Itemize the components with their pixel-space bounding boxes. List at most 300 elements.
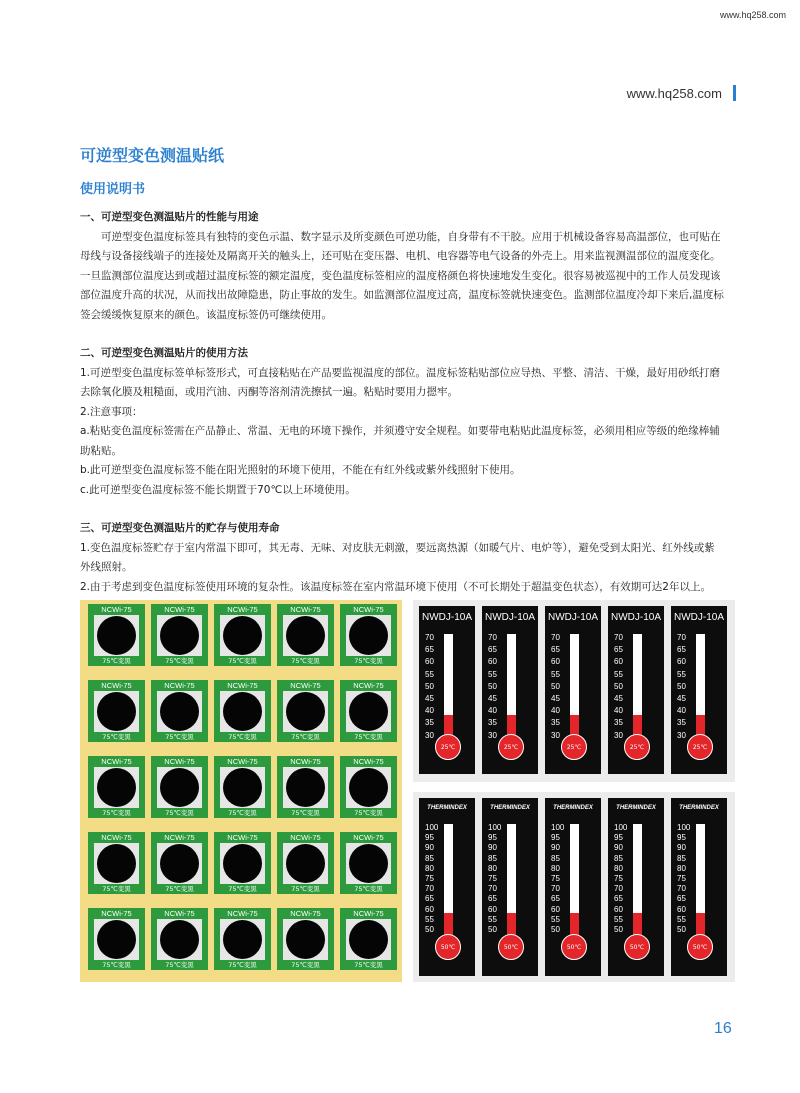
- sticker-model-label: NCWi-75: [353, 757, 384, 766]
- thermometer-label: [545, 798, 601, 976]
- section-3-line: 外线照射。: [80, 561, 133, 573]
- thermometer-bulb: [498, 934, 524, 960]
- thermometer-bulb-label: 50℃: [566, 944, 582, 951]
- sticker-indicator-dot: [97, 768, 136, 807]
- thermometer-tick-label: 70: [551, 884, 560, 894]
- thermometer-tick-label: 35: [677, 718, 686, 728]
- sticker-window: [94, 843, 139, 884]
- thermometer-brand-label: THERMINDEX: [616, 805, 656, 811]
- sticker-temp-label: 75℃变黑: [354, 961, 383, 969]
- sticker-window: [157, 843, 202, 884]
- sticker-window: [220, 691, 265, 732]
- thermometer-bulb-label: 25℃: [440, 744, 456, 751]
- sticker-window: [346, 691, 391, 732]
- thermometer-tube: [570, 634, 579, 738]
- sticker-temp-label: 75℃变黑: [165, 733, 194, 741]
- sticker-indicator-dot: [349, 616, 388, 655]
- sticker-sheet-photo: [80, 600, 402, 982]
- thermometer-bulb: [435, 734, 461, 760]
- thermometer-brand-label: NWDJ-10A: [421, 612, 472, 623]
- sticker-indicator-dot: [160, 920, 199, 959]
- thermometer-tick-label: 65: [488, 645, 497, 655]
- sticker-model-label: NCWi-75: [290, 909, 321, 918]
- thermometer-tick-label: 90: [425, 843, 434, 853]
- thermometer-tick-label: 40: [551, 706, 560, 716]
- thermometer-tube: [570, 824, 579, 938]
- thermometer-tick-label: 85: [425, 853, 434, 863]
- thermometer-bulb: [435, 934, 461, 960]
- sticker-model-label: NCWi-75: [164, 909, 195, 918]
- sticker-temp-label: 75℃变黑: [228, 809, 257, 817]
- sticker-window: [220, 843, 265, 884]
- thermometer-tick-label: 45: [425, 694, 434, 703]
- sticker-window: [220, 919, 265, 960]
- color-change-sticker: [277, 832, 334, 894]
- color-change-sticker: [214, 604, 271, 666]
- thermometer-tube: [444, 824, 453, 938]
- sticker-model-label: NCWi-75: [227, 757, 258, 766]
- sticker-temp-label: 75℃变黑: [102, 885, 131, 893]
- thermometer-tick-label: 65: [425, 645, 434, 655]
- thermometer-tick-label: 70: [488, 633, 497, 642]
- sticker-indicator-dot: [160, 692, 199, 731]
- thermometer-tick-label: 65: [677, 894, 686, 904]
- thermometer-tick-label: 90: [614, 843, 623, 853]
- thermometer-tube: [633, 824, 642, 938]
- sticker-window: [94, 767, 139, 808]
- color-change-sticker: [214, 680, 271, 742]
- thermometer-tick-label: 75: [677, 874, 686, 883]
- thermometer-tick-label: 65: [425, 894, 434, 904]
- sticker-indicator-dot: [349, 692, 388, 731]
- sticker-window: [283, 843, 328, 884]
- thermometer-panel-1: [413, 600, 735, 782]
- thermometer-tick-label: 50: [488, 925, 497, 934]
- thermometer-tube: [633, 634, 642, 738]
- page-title: 可逆型变色测温贴纸: [80, 146, 225, 165]
- thermometer-bulb: [561, 934, 587, 960]
- sticker-window: [283, 767, 328, 808]
- thermometer-label: [545, 606, 601, 774]
- sticker-indicator-dot: [286, 692, 325, 731]
- sticker-indicator-dot: [223, 692, 262, 731]
- thermometer-bulb-label: 25℃: [503, 744, 519, 751]
- sticker-indicator-dot: [286, 920, 325, 959]
- color-change-sticker: [277, 680, 334, 742]
- section-2-line: c.此可逆型变色温度标签不能长期置于70℃以上环境使用。: [80, 483, 356, 496]
- thermometer-tick-label: 55: [425, 669, 434, 679]
- sticker-temp-label: 75℃变黑: [354, 733, 383, 741]
- sticker-indicator-dot: [223, 616, 262, 655]
- sticker-temp-label: 75℃变黑: [291, 657, 320, 665]
- header-url[interactable]: www.hq258.com: [626, 86, 722, 101]
- sticker-indicator-dot: [286, 844, 325, 883]
- thermometer-tick-label: 55: [551, 914, 560, 924]
- thermometer-tick-label: 55: [614, 914, 623, 924]
- thermometer-tick-label: 30: [488, 730, 497, 740]
- color-change-sticker: [214, 756, 271, 818]
- thermometer-brand-label: THERMINDEX: [553, 805, 593, 811]
- thermometer-label: [608, 606, 664, 774]
- sticker-indicator-dot: [97, 692, 136, 731]
- sticker-model-label: NCWi-75: [353, 681, 384, 690]
- thermometer-tick-label: 70: [425, 633, 434, 642]
- thermometer-tick-label: 95: [677, 833, 686, 843]
- thermometer-bulb: [561, 734, 587, 760]
- sticker-window: [157, 615, 202, 656]
- section-2-line: 助粘贴。: [80, 444, 122, 457]
- thermometer-brand-label: NWDJ-10A: [610, 612, 661, 623]
- watermark: www.hq258.com: [719, 10, 786, 20]
- section-3-heading: 三、可逆型变色测温贴片的贮存与使用寿命: [80, 522, 280, 534]
- sticker-indicator-dot: [97, 844, 136, 883]
- thermometer-tick-label: 70: [488, 884, 497, 894]
- thermometer-brand-label: THERMINDEX: [490, 805, 530, 811]
- sticker-indicator-dot: [286, 616, 325, 655]
- thermometer-tick-label: 45: [551, 694, 560, 703]
- thermometer-tick-label: 55: [551, 669, 560, 679]
- thermometer-tick-label: 60: [551, 904, 560, 914]
- thermometer-bulb: [687, 934, 713, 960]
- sticker-temp-label: 75℃变黑: [102, 733, 131, 741]
- sticker-temp-label: 75℃变黑: [291, 809, 320, 817]
- sticker-model-label: NCWi-75: [227, 833, 258, 842]
- sticker-window: [346, 767, 391, 808]
- color-change-sticker: [88, 680, 145, 742]
- thermometer-tick-label: 80: [677, 863, 686, 873]
- sticker-temp-label: 75℃变黑: [165, 961, 194, 969]
- thermometer-tick-label: 50: [614, 681, 623, 691]
- thermometer-tick-label: 100: [614, 823, 628, 832]
- section-2-line: 1.可逆型变色温度标签单标签形式，可直接粘贴在产品要监视温度的部位。温度标签粘贴部位应导热、平整、清洁、干燥，最好用砂纸打磨: [80, 366, 721, 379]
- thermometer-label: [419, 606, 475, 774]
- color-change-sticker: [340, 832, 397, 894]
- thermometer-brand-label: NWDJ-10A: [673, 612, 724, 623]
- thermometer-tick-label: 70: [551, 633, 560, 642]
- thermometer-tick-label: 80: [551, 863, 560, 873]
- sticker-model-label: NCWi-75: [101, 681, 132, 690]
- thermometer-tick-label: 55: [677, 914, 686, 924]
- sticker-indicator-dot: [286, 768, 325, 807]
- thermometer-tick-label: 90: [677, 843, 686, 853]
- section-2-line: b.此可逆型变色温度标签不能在阳光照射的环境下使用，不能在有红外线或紫外线照射下使用。: [80, 464, 521, 476]
- thermometer-brand-label: NWDJ-10A: [547, 612, 598, 623]
- sticker-model-label: NCWi-75: [290, 605, 321, 614]
- thermometer-tick-label: 45: [614, 694, 623, 703]
- sticker-model-label: NCWi-75: [101, 909, 132, 918]
- color-change-sticker: [151, 604, 208, 666]
- thermometer-tick-label: 50: [425, 681, 434, 691]
- sticker-model-label: NCWi-75: [290, 833, 321, 842]
- thermometer-tick-label: 50: [425, 925, 434, 934]
- sticker-model-label: NCWi-75: [290, 757, 321, 766]
- thermometer-tick-label: 60: [551, 657, 560, 667]
- sticker-temp-label: 75℃变黑: [102, 961, 131, 969]
- thermometer-tick-label: 90: [488, 843, 497, 853]
- thermometer-brand-label: THERMINDEX: [679, 805, 719, 811]
- section-1-line: 一旦监测部位温度达到或超过温度标签的额定温度，变色温度标签相应的温度格颜色将快速地发生变化。很容易被巡视中的工作人员发现该: [80, 269, 721, 282]
- thermometer-tick-label: 100: [551, 823, 565, 832]
- thermometer-tick-label: 30: [614, 730, 623, 740]
- thermometer-tick-label: 80: [488, 863, 497, 873]
- thermometer-tube: [696, 824, 705, 938]
- thermometer-tick-label: 55: [677, 669, 686, 679]
- thermometer-tick-label: 55: [488, 669, 497, 679]
- thermometer-tick-label: 30: [677, 730, 686, 740]
- thermometer-tick-label: 55: [614, 669, 623, 679]
- thermometer-label: [671, 798, 727, 976]
- color-change-sticker: [340, 908, 397, 970]
- sticker-window: [157, 767, 202, 808]
- sticker-temp-label: 75℃变黑: [291, 885, 320, 893]
- sticker-temp-label: 75℃变黑: [102, 657, 131, 665]
- thermometer-label: [608, 798, 664, 976]
- color-change-sticker: [151, 756, 208, 818]
- thermometer-tick-label: 50: [488, 681, 497, 691]
- color-change-sticker: [88, 756, 145, 818]
- sticker-window: [157, 691, 202, 732]
- thermometer-label: [482, 798, 538, 976]
- thermometer-tick-label: 60: [425, 657, 434, 667]
- section-1-line: 签会缓缓恢复原来的颜色。该温度标签仍可继续使用。: [80, 308, 332, 321]
- section-2-heading: 二、可逆型变色测温贴片的使用方法: [80, 347, 248, 359]
- thermometer-tick-label: 35: [551, 718, 560, 728]
- thermometer-tick-label: 85: [614, 853, 623, 863]
- thermometer-bulb: [687, 734, 713, 760]
- section-3-line: 2.由于考虑到变色温度标签使用环境的复杂性。该温度标签在室内常温环境下使用（不可长期处于超温变色状态），有效期可达2年以上。: [80, 580, 711, 593]
- color-change-sticker: [88, 604, 145, 666]
- thermometer-tick-label: 40: [614, 706, 623, 716]
- thermometer-tick-label: 70: [677, 884, 686, 894]
- thermometer-tick-label: 60: [488, 657, 497, 667]
- thermometer-tick-label: 100: [425, 823, 439, 832]
- sticker-temp-label: 75℃变黑: [165, 657, 194, 665]
- sticker-temp-label: 75℃变黑: [291, 733, 320, 741]
- instructions-body: [80, 200, 740, 597]
- thermometer-tick-label: 50: [677, 681, 686, 691]
- sticker-model-label: NCWi-75: [164, 833, 195, 842]
- thermometer-bulb-label: 25℃: [566, 744, 582, 751]
- sticker-temp-label: 75℃变黑: [228, 657, 257, 665]
- thermometer-tube: [696, 634, 705, 738]
- sticker-window: [94, 919, 139, 960]
- sticker-indicator-dot: [223, 768, 262, 807]
- thermometer-tick-label: 80: [425, 863, 434, 873]
- thermometer-panel-2: [413, 792, 735, 982]
- thermometer-tick-label: 85: [551, 853, 560, 863]
- thermometer-tick-label: 40: [425, 706, 434, 716]
- thermometer-tick-label: 100: [488, 823, 502, 832]
- sticker-model-label: NCWi-75: [164, 681, 195, 690]
- thermometer-tick-label: 60: [677, 904, 686, 914]
- thermometer-tick-label: 50: [551, 681, 560, 691]
- thermometer-tick-label: 70: [425, 884, 434, 894]
- color-change-sticker: [277, 908, 334, 970]
- thermometer-tick-label: 70: [614, 633, 623, 642]
- thermometer-bulb-label: 50℃: [440, 944, 456, 951]
- thermometer-tick-label: 95: [425, 833, 434, 843]
- color-change-sticker: [277, 756, 334, 818]
- sticker-window: [220, 615, 265, 656]
- thermometer-tick-label: 40: [488, 706, 497, 716]
- thermometer-bulb-label: 25℃: [692, 744, 708, 751]
- thermometer-tube: [444, 634, 453, 738]
- thermometer-tick-label: 55: [425, 914, 434, 924]
- sticker-model-label: NCWi-75: [101, 605, 132, 614]
- sticker-temp-label: 75℃变黑: [354, 809, 383, 817]
- thermometer-bulb-label: 50℃: [692, 944, 708, 951]
- sticker-window: [346, 919, 391, 960]
- sticker-window: [346, 843, 391, 884]
- color-change-sticker: [214, 832, 271, 894]
- sticker-model-label: NCWi-75: [353, 909, 384, 918]
- thermometer-label: [671, 606, 727, 774]
- thermometer-label: [419, 798, 475, 976]
- thermometer-tick-label: 95: [614, 833, 623, 843]
- thermometer-tick-label: 35: [614, 718, 623, 728]
- sticker-window: [283, 919, 328, 960]
- color-change-sticker: [151, 832, 208, 894]
- sticker-temp-label: 75℃变黑: [228, 733, 257, 741]
- thermometer-tick-label: 60: [425, 904, 434, 914]
- thermometer-tick-label: 85: [488, 853, 497, 863]
- sticker-indicator-dot: [349, 768, 388, 807]
- sticker-temp-label: 75℃变黑: [102, 809, 131, 817]
- sticker-temp-label: 75℃变黑: [165, 809, 194, 817]
- sticker-indicator-dot: [97, 920, 136, 959]
- thermometer-tube: [507, 824, 516, 938]
- thermometer-bulb: [624, 934, 650, 960]
- thermometer-tick-label: 60: [488, 904, 497, 914]
- thermometer-tick-label: 65: [614, 645, 623, 655]
- thermometer-tick-label: 45: [677, 694, 686, 703]
- sticker-window: [346, 615, 391, 656]
- sticker-model-label: NCWi-75: [227, 681, 258, 690]
- color-change-sticker: [88, 908, 145, 970]
- thermometer-tick-label: 65: [677, 645, 686, 655]
- sticker-indicator-dot: [349, 920, 388, 959]
- color-change-sticker: [340, 756, 397, 818]
- sticker-window: [157, 919, 202, 960]
- sticker-temp-label: 75℃变黑: [228, 885, 257, 893]
- thermometer-label: [482, 606, 538, 774]
- section-2-line: 去除氧化膜及粗糙面，或用汽油、丙酮等溶剂清洗擦拭一遍。粘贴时要用力摁牢。: [80, 386, 458, 398]
- thermometer-tick-label: 65: [551, 645, 560, 655]
- sticker-model-label: NCWi-75: [227, 909, 258, 918]
- thermometer-brand-label: THERMINDEX: [427, 805, 467, 811]
- thermometer-tick-label: 75: [425, 874, 434, 883]
- sticker-model-label: NCWi-75: [164, 757, 195, 766]
- thermometer-bulb-label: 50℃: [503, 944, 519, 951]
- section-2-line: a.粘贴变色温度标签需在产品静止、常温、无电的环境下操作，并须遵守安全规程。如要带电粘贴此温度标签，必须用相应等级的绝缘棒辅: [80, 425, 720, 437]
- sticker-model-label: NCWi-75: [290, 681, 321, 690]
- sticker-model-label: NCWi-75: [353, 605, 384, 614]
- thermometer-tick-label: 40: [677, 706, 686, 716]
- section-1-line: 部位温度升高的状况，从而找出故障隐患，防止事故的发生。如监测部位温度过高，温度标签就快速变色。监测部位温度冷却下来后,温度标: [80, 289, 724, 301]
- sticker-temp-label: 75℃变黑: [291, 961, 320, 969]
- sticker-temp-label: 75℃变黑: [165, 885, 194, 893]
- color-change-sticker: [88, 832, 145, 894]
- thermometer-tick-label: 65: [488, 894, 497, 904]
- page-subtitle: 使用说明书: [80, 182, 146, 197]
- thermometer-tick-label: 65: [614, 894, 623, 904]
- sticker-window: [94, 615, 139, 656]
- sticker-model-label: NCWi-75: [353, 833, 384, 842]
- color-change-sticker: [151, 908, 208, 970]
- thermometer-tick-label: 95: [488, 833, 497, 843]
- thermometer-tick-label: 65: [551, 894, 560, 904]
- sticker-indicator-dot: [97, 616, 136, 655]
- thermometer-tick-label: 95: [551, 833, 560, 843]
- sticker-model-label: NCWi-75: [101, 833, 132, 842]
- sticker-indicator-dot: [349, 844, 388, 883]
- page-number: 16: [714, 1020, 732, 1037]
- sticker-indicator-dot: [160, 768, 199, 807]
- thermometer-tick-label: 70: [614, 884, 623, 894]
- thermometer-tick-label: 70: [677, 633, 686, 642]
- thermometer-tube: [507, 634, 516, 738]
- thermometer-tick-label: 50: [551, 925, 560, 934]
- thermometer-brand-label: NWDJ-10A: [484, 612, 535, 623]
- thermometer-bulb-label: 25℃: [629, 744, 645, 751]
- color-change-sticker: [340, 680, 397, 742]
- thermometer-tick-label: 80: [614, 863, 623, 873]
- section-2-line: 2.注意事项：: [80, 405, 143, 418]
- sticker-temp-label: 75℃变黑: [354, 885, 383, 893]
- sticker-window: [220, 767, 265, 808]
- thermometer-tick-label: 75: [614, 874, 623, 883]
- sticker-indicator-dot: [160, 616, 199, 655]
- thermometer-tick-label: 45: [488, 694, 497, 703]
- sticker-temp-label: 75℃变黑: [354, 657, 383, 665]
- thermometer-tick-label: 55: [488, 914, 497, 924]
- section-1-heading: 一、可逆型变色测温贴片的性能与用途: [80, 211, 259, 223]
- color-change-sticker: [214, 908, 271, 970]
- color-change-sticker: [340, 604, 397, 666]
- thermometer-bulb-label: 50℃: [629, 944, 645, 951]
- sticker-indicator-dot: [160, 844, 199, 883]
- sticker-indicator-dot: [223, 844, 262, 883]
- section-1-line: 母线与设备接线端子的连接处及隔离开关的触头上，还可贴在变压器、电机、电容器等电气设备的外壳上。用来监视测温部位的温度变化。: [80, 250, 721, 262]
- sticker-temp-label: 75℃变黑: [228, 961, 257, 969]
- thermometer-tick-label: 30: [551, 730, 560, 740]
- thermometer-tick-label: 50: [614, 925, 623, 934]
- color-change-sticker: [151, 680, 208, 742]
- sticker-model-label: NCWi-75: [227, 605, 258, 614]
- thermometer-tick-label: 60: [677, 657, 686, 667]
- color-change-sticker: [277, 604, 334, 666]
- sticker-model-label: NCWi-75: [164, 605, 195, 614]
- thermometer-tick-label: 75: [488, 874, 497, 883]
- thermometer-tick-label: 60: [614, 657, 623, 667]
- thermometer-tick-label: 30: [425, 730, 434, 740]
- thermometer-bulb: [498, 734, 524, 760]
- thermometer-tick-label: 85: [677, 853, 686, 863]
- thermometer-tick-label: 100: [677, 823, 691, 832]
- header-accent-bar: [733, 85, 736, 101]
- section-1-line: 可逆型变色温度标签具有独特的变色示温、数字显示及所变颜色可逆功能，自身带有不干胶。应用于机械设备容易高温部位，也可贴在: [101, 230, 721, 243]
- section-3-line: 1.变色温度标签贮存于室内常温下即可，其无毒、无味、对皮肤无刺激，要远离热源（如暖气片、电炉等），避免受到太阳光、红外线或紫: [80, 541, 715, 554]
- sticker-window: [283, 691, 328, 732]
- thermometer-tick-label: 35: [488, 718, 497, 728]
- thermometer-tick-label: 90: [551, 843, 560, 853]
- thermometer-tick-label: 50: [677, 925, 686, 934]
- thermometer-tick-label: 75: [551, 874, 560, 883]
- sticker-indicator-dot: [223, 920, 262, 959]
- sticker-model-label: NCWi-75: [101, 757, 132, 766]
- thermometer-tick-label: 60: [614, 904, 623, 914]
- thermometer-tick-label: 35: [425, 718, 434, 728]
